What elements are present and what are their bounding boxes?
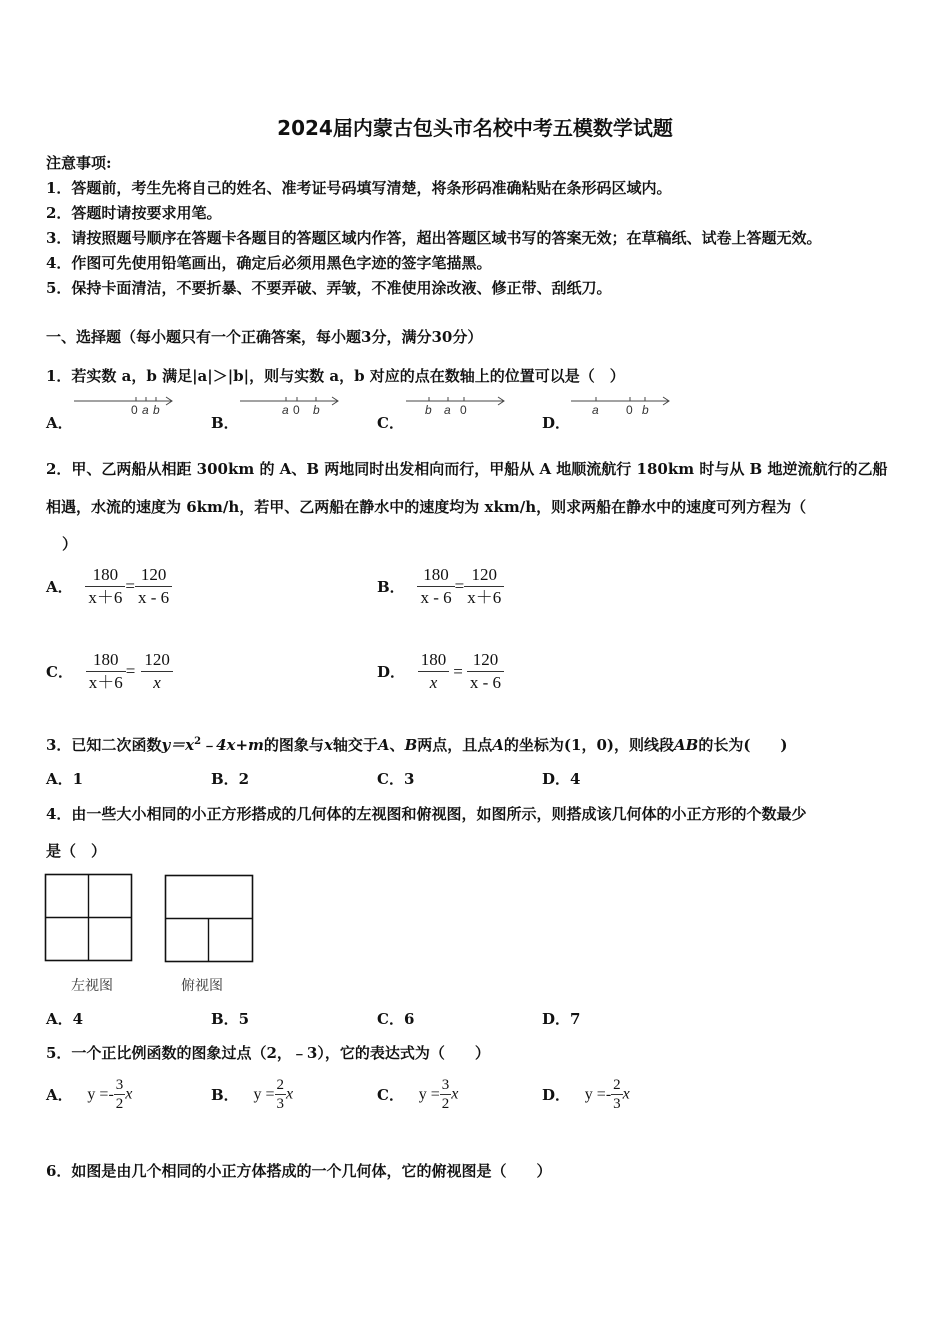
q3-point-b: B bbox=[404, 736, 418, 754]
fraction bbox=[417, 564, 454, 609]
q3-function-tail: ﹣4x+m bbox=[201, 736, 264, 754]
q3-segment: AB bbox=[673, 736, 699, 754]
left-view-figure bbox=[44, 873, 136, 963]
option-letter: D． bbox=[542, 1086, 571, 1104]
q1-option-a-number-line bbox=[72, 392, 178, 422]
expr-var: x bbox=[451, 1085, 459, 1103]
q3-point-a: A bbox=[377, 736, 390, 754]
q3-stem-text: 两点，且点 bbox=[417, 736, 493, 754]
q1-option-c-number-line bbox=[404, 392, 510, 422]
tick-label: b bbox=[153, 403, 160, 417]
q1-option-letter: D． bbox=[542, 414, 571, 432]
numerator: 2 bbox=[276, 1077, 284, 1093]
fraction bbox=[114, 1076, 126, 1113]
tick-label: a bbox=[592, 403, 599, 417]
denominator: x - 6 bbox=[469, 673, 502, 692]
option-letter: C． bbox=[46, 663, 73, 681]
q2-stem-line2: 相遇，水流的速度为 6km/h，若甲、乙两船在静水中的速度均为 xkm/h，则求两船在静水中的速度可列方程为（ bbox=[46, 498, 807, 516]
tick-label: a bbox=[444, 403, 451, 417]
denominator: 3 bbox=[276, 1096, 284, 1112]
numerator: 120 bbox=[464, 564, 504, 587]
denominator: x - 6 bbox=[138, 588, 170, 607]
equals-sign: = bbox=[454, 576, 465, 596]
numerator: 180 bbox=[418, 649, 450, 672]
q3-stem-text: 轴交于 bbox=[332, 736, 378, 754]
q1-option-d-number-line bbox=[569, 392, 675, 422]
option-letter: A． bbox=[46, 1086, 73, 1104]
q4-option: A．4 bbox=[46, 1010, 84, 1028]
option-letter: C． bbox=[377, 1086, 404, 1104]
q5-option-b bbox=[211, 1076, 293, 1113]
option-letter: B． bbox=[377, 578, 405, 596]
expr-var: x bbox=[286, 1085, 294, 1103]
notice-item: 2．答题时请按要求用笔。 bbox=[46, 204, 222, 222]
q4-option: D．7 bbox=[542, 1010, 581, 1028]
q5-option-c bbox=[377, 1076, 458, 1113]
equals-sign: = bbox=[125, 661, 136, 681]
denominator: 3 bbox=[613, 1096, 621, 1112]
q3-option: A．1 bbox=[46, 770, 84, 788]
denominator: x bbox=[429, 673, 438, 692]
q4-stem-line1: 4．由一些大小相同的小正方形搭成的几何体的左视图和俯视图，如图所示，则搭成该几何体的小正方形的个数最少 bbox=[46, 805, 807, 823]
q3-stem-text: 3．已知二次函数 bbox=[46, 736, 162, 754]
expr-var: x bbox=[125, 1085, 133, 1103]
q3-stem bbox=[46, 734, 788, 755]
q3-separator: 、 bbox=[389, 736, 405, 754]
notice-item: 1．答题前，考生先将自己的姓名、准考证号码填写清楚，将条形码准确粘贴在条形码区域内。 bbox=[46, 179, 672, 197]
denominator: x bbox=[153, 673, 161, 692]
q3-stem-text: 的坐标为(1，0)，则线段 bbox=[503, 736, 674, 754]
tick-label: 0 bbox=[293, 403, 300, 417]
fraction bbox=[464, 564, 504, 609]
q5-option-d bbox=[542, 1076, 630, 1113]
q6-stem: 6．如图是由几个相同的小正方体搭成的一个几何体，它的俯视图是（ ） bbox=[46, 1162, 552, 1180]
tick-label: 0 bbox=[460, 403, 467, 417]
notice-heading: 注意事项: bbox=[46, 154, 112, 172]
tick-label: b bbox=[313, 403, 320, 417]
q1-stem: 1．若实数 a，b 满足|a|＞|b|，则与实数 a，b 对应的点在数轴上的位置可以是（ ） bbox=[46, 367, 625, 385]
q3-stem-text: 的长为( ) bbox=[698, 736, 788, 754]
expr-prefix: y =- bbox=[87, 1085, 114, 1103]
q2-stem-line1: 2．甲、乙两船从相距 300km 的 A、B 两地同时出发相向而行，甲船从 A 地顺流航行 180km 时与从 B 地逆流航行的乙船 bbox=[46, 460, 888, 478]
q2-option-b bbox=[377, 564, 504, 609]
q2-stem-line3: ） bbox=[62, 535, 78, 553]
q5-option-a bbox=[46, 1076, 132, 1113]
option-letter: D． bbox=[377, 663, 406, 681]
q1-option-b-number-line bbox=[238, 392, 344, 422]
q2-option-d bbox=[377, 649, 504, 694]
top-view-figure bbox=[164, 874, 256, 964]
denominator: x＋6 bbox=[88, 588, 123, 607]
denominator: x＋6 bbox=[467, 588, 502, 607]
q3-stem-text: 的图象与 bbox=[263, 736, 324, 754]
numerator: 2 bbox=[613, 1077, 621, 1093]
fraction bbox=[418, 649, 450, 694]
numerator: 180 bbox=[85, 564, 125, 587]
expr-var: x bbox=[622, 1085, 630, 1103]
q1-option-letter: C． bbox=[377, 414, 404, 432]
numerator: 180 bbox=[417, 564, 454, 587]
equals-sign: = bbox=[125, 576, 136, 596]
fraction bbox=[275, 1076, 287, 1113]
q4-option: C．6 bbox=[377, 1010, 415, 1028]
q3-function: y＝x bbox=[161, 736, 195, 754]
numerator: 120 bbox=[467, 649, 504, 672]
numerator: 3 bbox=[441, 1077, 450, 1093]
q4-option: B．5 bbox=[211, 1010, 250, 1028]
denominator: x - 6 bbox=[420, 588, 452, 607]
top-view-caption: 俯视图 bbox=[181, 978, 223, 994]
tick-label: 0 bbox=[131, 403, 138, 417]
denominator: 2 bbox=[115, 1096, 124, 1112]
numerator: 120 bbox=[135, 564, 172, 587]
q3-point-a: A bbox=[492, 736, 504, 754]
fraction bbox=[611, 1076, 623, 1113]
q3-var-x: x bbox=[323, 736, 333, 754]
tick-label: b bbox=[642, 403, 649, 417]
equals-sign: = bbox=[453, 661, 463, 681]
option-letter: B． bbox=[211, 1086, 239, 1104]
fraction bbox=[440, 1076, 452, 1113]
fraction bbox=[86, 649, 126, 694]
section-heading: 一、选择题（每小题只有一个正确答案，每小题3分，满分30分） bbox=[46, 328, 483, 346]
expr-prefix: y = bbox=[253, 1085, 275, 1103]
q4-stem-line2: 是（ ） bbox=[46, 842, 107, 860]
notice-item: 3．请按照题号顺序在答题卡各题目的答题区域内作答，超出答题区域书写的答案无效；在草稿纸、试卷上答题无效。 bbox=[46, 229, 822, 247]
fraction bbox=[135, 564, 172, 609]
page-title: 2024届内蒙古包头市名校中考五模数学试题 bbox=[277, 116, 673, 140]
q2-option-a bbox=[46, 564, 172, 609]
denominator: x＋6 bbox=[88, 673, 123, 692]
tick-label: b bbox=[425, 403, 432, 417]
notice-item: 5．保持卡面清洁，不要折暴、不要弄破、弄皱，不准使用涂改液、修正带、刮纸刀。 bbox=[46, 279, 612, 297]
expr-prefix: y = bbox=[418, 1085, 440, 1103]
left-view-caption: 左视图 bbox=[71, 978, 113, 994]
q3-option: D．4 bbox=[542, 770, 581, 788]
numerator: 3 bbox=[115, 1077, 124, 1093]
q3-exponent: 2 bbox=[194, 736, 202, 747]
numerator: 180 bbox=[86, 649, 126, 672]
fraction bbox=[141, 649, 173, 694]
q5-stem: 5．一个正比例函数的图象过点（2，﹣3），它的表达式为（ ） bbox=[46, 1044, 490, 1062]
fraction bbox=[467, 649, 504, 694]
q3-option: C．3 bbox=[377, 770, 415, 788]
q3-option: B．2 bbox=[211, 770, 250, 788]
q1-option-letter: A． bbox=[46, 414, 73, 432]
option-letter: A． bbox=[46, 578, 73, 596]
q2-option-c bbox=[46, 649, 173, 694]
numerator: 120 bbox=[141, 649, 173, 672]
denominator: 2 bbox=[441, 1096, 450, 1112]
expr-prefix: y =- bbox=[584, 1085, 612, 1103]
q1-option-letter: B． bbox=[211, 414, 239, 432]
notice-item: 4．作图可先使用铅笔画出，确定后必须用黑色字迹的签字笔描黑。 bbox=[46, 254, 492, 272]
tick-label: a bbox=[142, 403, 149, 417]
tick-label: 0 bbox=[626, 403, 633, 417]
fraction bbox=[85, 564, 125, 609]
tick-label: a bbox=[282, 403, 289, 417]
